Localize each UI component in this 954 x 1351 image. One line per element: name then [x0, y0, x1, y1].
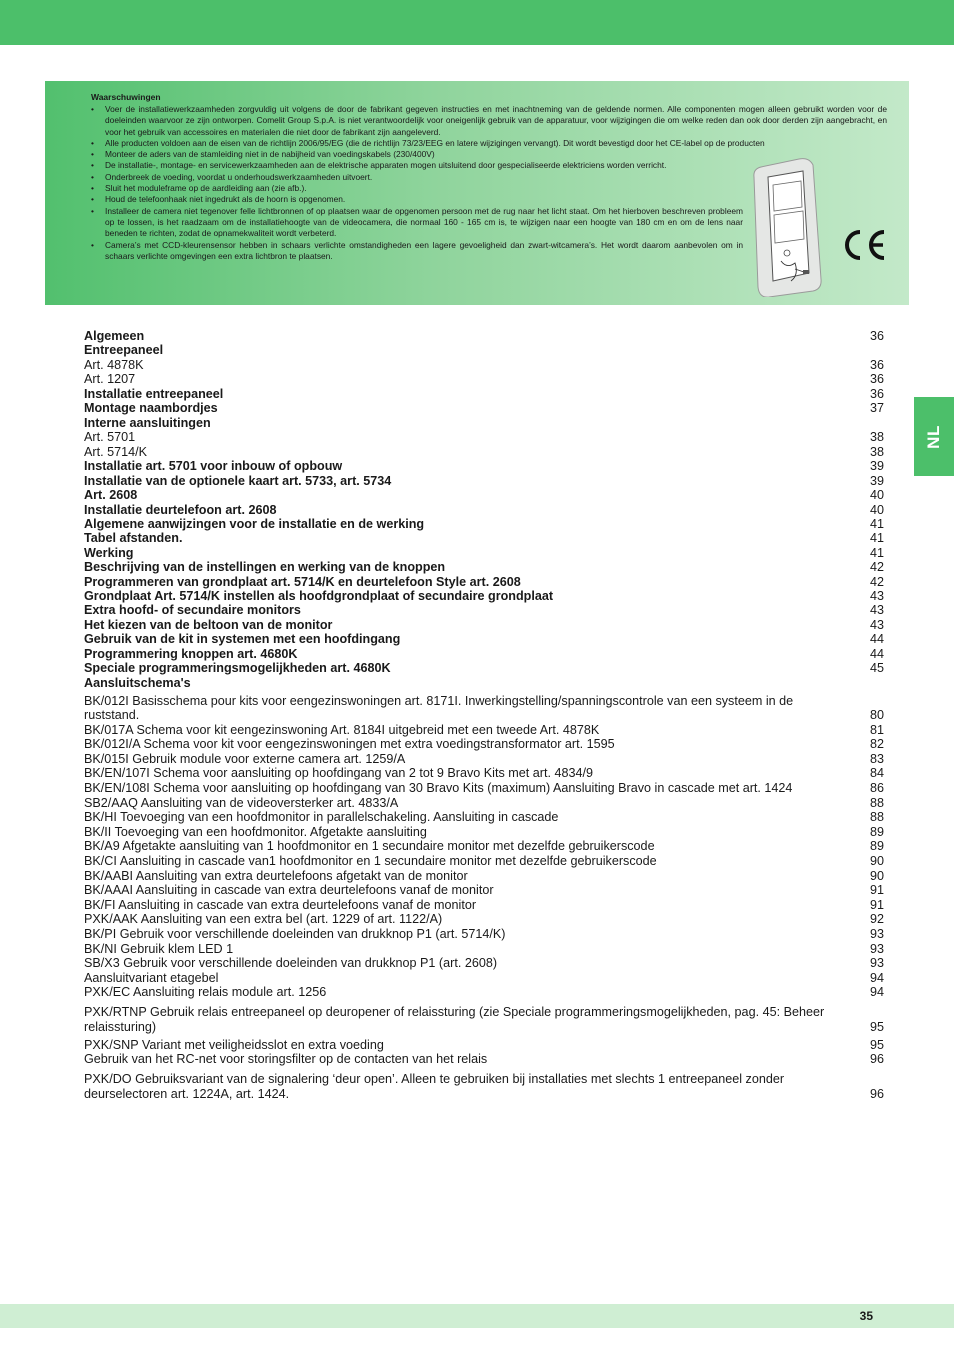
- toc-entry-title: Entreepaneel: [84, 343, 164, 358]
- toc-entry: [84, 661, 884, 675]
- toc-entry: [84, 387, 884, 401]
- warning-item: • Camera’s met CCD-kleurensensor hebben in schaars verlichte omstandigheden een lagere gevoeligheid dan zwart-witcamera’s. Het wordt daarom aanbevolen om in schaars verlichte omgevingen een extra lichtbron te plaatsen.: [91, 240, 743, 263]
- toc-entry-title: BK/CI Aansluiting in cascade van1 hoofdmonitor en 1 secundaire monitor met dezelfde gebruikerscode: [84, 854, 657, 869]
- toc-entry: [84, 1052, 884, 1067]
- toc-entry: [84, 503, 884, 517]
- footer-bar: [0, 1304, 954, 1328]
- toc-entry-title: BK/II Toevoeging van een hoofdmonitor. Afgetakte aansluiting: [84, 824, 427, 839]
- toc-entry-page: 39: [869, 459, 884, 474]
- toc-entry-title: BK/FI Aansluiting in cascade van extra deurtelefoons vanaf de monitor: [84, 897, 477, 912]
- toc-entry-title: BK/A9 Afgetakte aansluiting van 1 hoofdmonitor en 1 secundaire monitor met dezelfde gebruikerscode: [84, 839, 655, 854]
- toc-entry-title: Programmeren van grondplaat art. 5714/K en deurtelefoon Style art. 2608: [84, 574, 521, 589]
- toc-entry-page: 91: [869, 897, 884, 912]
- toc-entry-title: PXK/RTNP Gebruik relais entreepaneel op deuropener of relaissturing (zie Speciale programmeringsmogelijkheden, pag. 45: Beheer relaissturing): [84, 1004, 825, 1034]
- toc-entry-title: PXK/DO Gebruiksvariant van de signalering ‘deur open’. Alleen te gebruiken bij installaties met slechts 1 entreepaneel zonder deurselectoren art. 1224A, art. 1424.: [84, 1071, 785, 1101]
- toc-entry-page: 91: [869, 883, 884, 898]
- toc-entry-page: 94: [869, 970, 884, 985]
- toc-entry-title: BK/EN/108I Schema voor aansluiting op hoofdingang van 30 Bravo Kits (maximum) Aansluiting Bravo in cascade met art. 1424: [84, 781, 793, 796]
- toc-entry: [84, 854, 884, 869]
- toc-entry-title: BK/012I Basisschema pour kits voor eengezinswoningen art. 8171I. Inwerkingstelling/spanningscontrole van een systeem in de ruststand.: [84, 693, 794, 723]
- toc-entry-title: Installatie entreepaneel: [84, 387, 224, 401]
- toc-entry-title: Gebruik van de kit in systemen met een hoofdingang: [84, 632, 401, 647]
- toc-entry: [84, 1072, 884, 1101]
- toc-entry-title: PXK/SNP Variant met veiligheidsslot en extra voeding: [84, 1037, 384, 1052]
- toc-entry-title: BK/PI Gebruik voor verschillende doeleinden van drukknop P1 (art. 5714/K): [84, 927, 506, 941]
- toc-entry: [84, 603, 884, 617]
- warnings-title: Waarschuwingen: [91, 92, 161, 102]
- toc-entry-title: Art. 4878K: [84, 357, 144, 372]
- toc-entry-page: 40: [869, 502, 884, 517]
- toc-entry-title: Extra hoofd- of secundaire monitors: [84, 603, 301, 618]
- toc-entry: [84, 531, 884, 545]
- toc-entry: [84, 546, 884, 560]
- toc-entry-title: PXK/EC Aansluiting relais module art. 1256: [84, 985, 327, 1000]
- toc-entry-page: 92: [869, 912, 884, 927]
- page-number: 35: [859, 1309, 873, 1323]
- toc-entry: [84, 459, 884, 473]
- toc-entry: [84, 781, 884, 796]
- toc-entry: [84, 358, 884, 373]
- warning-item: • Sluit het moduleframe op de aardleiding aan (zie afb.).: [91, 183, 743, 194]
- toc-entry-page: 45: [869, 661, 884, 676]
- toc-entry: [84, 883, 884, 898]
- warning-item: • Alle producten voldoen aan de eisen van de richtlijn 2006/95/EG (die de richtlijn 73/23/EEG en latere wijzigingen vervangt). Dit wordt bevestigd door het CE-label op de producten: [91, 138, 887, 149]
- table-of-contents: [84, 329, 884, 1101]
- toc-entry-title: Gebruik van het RC-net voor storingsfilter op de contacten van het relais: [84, 1052, 488, 1067]
- toc-entry-page: 36: [869, 372, 884, 387]
- toc-entry-page: 90: [869, 854, 884, 869]
- toc-entry-page: 95: [869, 1037, 884, 1052]
- toc-entry-page: 89: [869, 839, 884, 854]
- toc-entry-title: Speciale programmeringsmogelijkheden art. 4680K: [84, 661, 391, 676]
- toc-entry: [84, 1038, 884, 1053]
- toc-entry-title: Art. 2608: [84, 488, 138, 503]
- toc-entry-title: Aansluitvariant etagebel: [84, 970, 219, 985]
- toc-entry: [84, 1005, 884, 1034]
- toc-entry-title: Tabel afstanden.: [84, 531, 183, 546]
- toc-entry: [84, 971, 884, 986]
- toc-entry-page: 81: [869, 722, 884, 737]
- toc-entry-page: 42: [869, 574, 884, 589]
- toc-entry-page: 82: [869, 737, 884, 752]
- warning-item: • Voer de installatiewerkzaamheden zorgvuldig uit volgens de door de fabrikant gegeven instructies en met inachtneming van de geldende normen. Alle componenten mogen alleen gebruikt worden voor de doeleinden waarvoor ze zijn ontworpen. Comelit Group S.p.A. is niet verantwoordelijk voor oneigenlijk gebruik van de apparatuur, voor wijzigingen die om welke reden dan ook door derden zijn aangebracht, en voor het gebruik van accessoires en materialen die niet door de fabrikant zijn aangeleverd.: [91, 104, 887, 138]
- toc-entry-title: BK/HI Toevoeging van een hoofdmonitor in parallelschakeling. Aansluiting in cascade: [84, 810, 559, 825]
- toc-entry-title: Algemene aanwijzingen voor de installatie en de werking: [84, 517, 425, 532]
- toc-entry-title: Montage naambordjes: [84, 401, 218, 416]
- toc-entry: [84, 589, 884, 603]
- toc-entry-title: SB2/AAQ Aansluiting van de videoversterker art. 4833/A: [84, 795, 399, 810]
- toc-entry: [84, 560, 884, 574]
- toc-entry: [84, 416, 884, 430]
- warning-item: • Houd de telefoonhaak niet ingedrukt als de hoorn is opgenomen.: [91, 194, 743, 205]
- toc-entry-page: 38: [869, 444, 884, 459]
- toc-entry-page: 93: [869, 956, 884, 971]
- toc-entry: [84, 942, 884, 957]
- toc-entry-page: 84: [869, 766, 884, 781]
- toc-entry-title: BK/NI Gebruik klem LED 1: [84, 941, 234, 956]
- toc-entry-title: Interne aansluitingen: [84, 415, 211, 430]
- toc-entry: [84, 430, 884, 445]
- toc-entry: [84, 985, 884, 1000]
- toc-entry-page: 93: [869, 941, 884, 956]
- ce-mark-icon: [838, 228, 888, 262]
- toc-entry-title: Beschrijving van de instellingen en werking van de knoppen: [84, 560, 446, 575]
- toc-entry: [84, 676, 884, 690]
- toc-entry: [84, 752, 884, 767]
- toc-entry-title: Art. 1207: [84, 372, 136, 387]
- toc-entry-page: 44: [869, 632, 884, 647]
- toc-entry-page: 90: [869, 868, 884, 883]
- toc-entry-title: PXK/AAK Aansluiting van een extra bel (art. 1229 of art. 1122/A): [84, 912, 443, 927]
- toc-entry: [84, 343, 884, 357]
- toc-entry-page: 42: [869, 560, 884, 575]
- toc-entry-page: 96: [869, 1086, 884, 1101]
- toc-entry-page: 93: [869, 927, 884, 941]
- toc-entry-page: 36: [869, 329, 884, 343]
- toc-entry-title: Werking: [84, 545, 134, 560]
- toc-entry-page: 43: [869, 589, 884, 604]
- toc-entry-page: 89: [869, 824, 884, 839]
- toc-entry: [84, 618, 884, 632]
- toc-entry: [84, 927, 884, 942]
- toc-entry: [84, 488, 884, 502]
- toc-entry-title: Installatie art. 5701 voor inbouw of opbouw: [84, 459, 343, 474]
- toc-entry-title: Algemeen: [84, 329, 145, 343]
- toc-entry: [84, 575, 884, 589]
- toc-entry-page: 37: [869, 401, 884, 416]
- toc-entry: [84, 723, 884, 738]
- toc-entry-title: Programmering knoppen art. 4680K: [84, 646, 298, 661]
- toc-entry: [84, 474, 884, 488]
- toc-entry-page: 43: [869, 617, 884, 632]
- toc-entry: [84, 898, 884, 913]
- toc-entry: [84, 810, 884, 825]
- toc-entry-title: BK/012I/A Schema voor kit voor eengezinswoningen met extra voedingstransformator art. 1595: [84, 737, 615, 752]
- warning-item: • Installeer de camera niet tegenover felle lichtbronnen of op plaatsen waar de opgenomen persoon met de rug naar het licht staat. Om het hierboven beschreven probleem op te lossen, is het raadzaam om de installatiehoogte van de videocamera, die normaal 160 - 165 cm is, te wijzigen naar een hoogte van 180 cm en om de lens naar beneden te richten, zodat de opnamekwaliteit wordt verbeterd.: [91, 206, 743, 240]
- toc-entry-title: BK/AAAI Aansluiting in cascade van extra deurtelefoons vanaf de monitor: [84, 883, 494, 898]
- toc-entry-title: Installatie deurtelefoon art. 2608: [84, 502, 277, 517]
- warning-item: • De installatie-, montage- en servicewerkzaamheden aan de elektrische apparaten mogen uitsluitend door gespecialiseerde elektriciens worden verricht.: [91, 160, 743, 171]
- toc-entry-page: 38: [869, 430, 884, 445]
- toc-entry-title: BK/015I Gebruik module voor externe camera art. 1259/A: [84, 751, 406, 766]
- toc-entry-page: 36: [869, 387, 884, 401]
- toc-entry-page: 43: [869, 603, 884, 618]
- toc-entry-page: 39: [869, 473, 884, 488]
- toc-entry-title: BK/AABI Aansluiting van extra deurtelefoons afgetakt van de monitor: [84, 868, 468, 883]
- toc-entry-title: SB/X3 Gebruik voor verschillende doeleinden van drukknop P1 (art. 2608): [84, 956, 498, 971]
- toc-entry-title: Aansluitschema's: [84, 675, 191, 690]
- toc-entry: [84, 912, 884, 927]
- language-tab-label: NL: [923, 424, 943, 449]
- toc-entry-page: 94: [869, 985, 884, 1000]
- toc-entry-page: 88: [869, 795, 884, 810]
- toc-entry: [84, 796, 884, 811]
- toc-entry-page: 80: [869, 708, 884, 723]
- top-bar: [0, 0, 954, 45]
- toc-entry-page: 41: [869, 545, 884, 560]
- warnings-list: [91, 104, 887, 262]
- toc-entry-page: 96: [869, 1052, 884, 1067]
- toc-entry: [84, 766, 884, 781]
- language-tab: [914, 397, 954, 476]
- toc-entry: [84, 647, 884, 661]
- toc-entry: [84, 825, 884, 840]
- toc-entry-title: Grondplaat Art. 5714/K instellen als hoofdgrondplaat of secundaire grondplaat: [84, 589, 554, 604]
- toc-entry-page: 40: [869, 488, 884, 503]
- toc-entry-page: 44: [869, 646, 884, 661]
- toc-entry: [84, 401, 884, 415]
- toc-entry-title: Art. 5701: [84, 430, 136, 445]
- warning-item: • Onderbreek de voeding, voordat u onderhoudswerkzaamheden uitvoert.: [91, 172, 743, 183]
- toc-entry-page: 83: [869, 751, 884, 766]
- module-frame-earth-illustration: [751, 157, 823, 297]
- toc-entry: [84, 694, 884, 723]
- toc-entry: [84, 956, 884, 971]
- toc-entry-page: 95: [869, 1019, 884, 1034]
- toc-entry-page: 86: [869, 781, 884, 796]
- warning-item: • Monteer de aders van de stamleiding niet in de nabijheid van voedingskabels (230/400V): [91, 149, 743, 160]
- toc-entry-page: 41: [869, 531, 884, 546]
- toc-entry-title: Het kiezen van de beltoon van de monitor: [84, 617, 333, 632]
- toc-entry: [84, 445, 884, 460]
- warnings-box: [45, 81, 909, 305]
- toc-entry-title: BK/017A Schema voor kit eengezinswoning Art. 8184I uitgebreid met een tweede Art. 4878K: [84, 722, 600, 737]
- toc-entry-page: 36: [869, 357, 884, 372]
- toc-entry: [84, 869, 884, 884]
- toc-entry-title: Art. 5714/K: [84, 444, 148, 459]
- toc-entry-page: 88: [869, 810, 884, 825]
- toc-entry: [84, 839, 884, 854]
- toc-entry: [84, 372, 884, 387]
- toc-entry-title: BK/EN/107I Schema voor aansluiting op hoofdingang van 2 tot 9 Bravo Kits met art. 4834/9: [84, 766, 593, 781]
- toc-entry-page: 41: [869, 517, 884, 532]
- toc-entry-title: Installatie van de optionele kaart art. 5733, art. 5734: [84, 473, 392, 488]
- toc-entry: [84, 517, 884, 531]
- toc-entry: [84, 737, 884, 752]
- toc-entry: [84, 329, 884, 343]
- toc-entry: [84, 632, 884, 646]
